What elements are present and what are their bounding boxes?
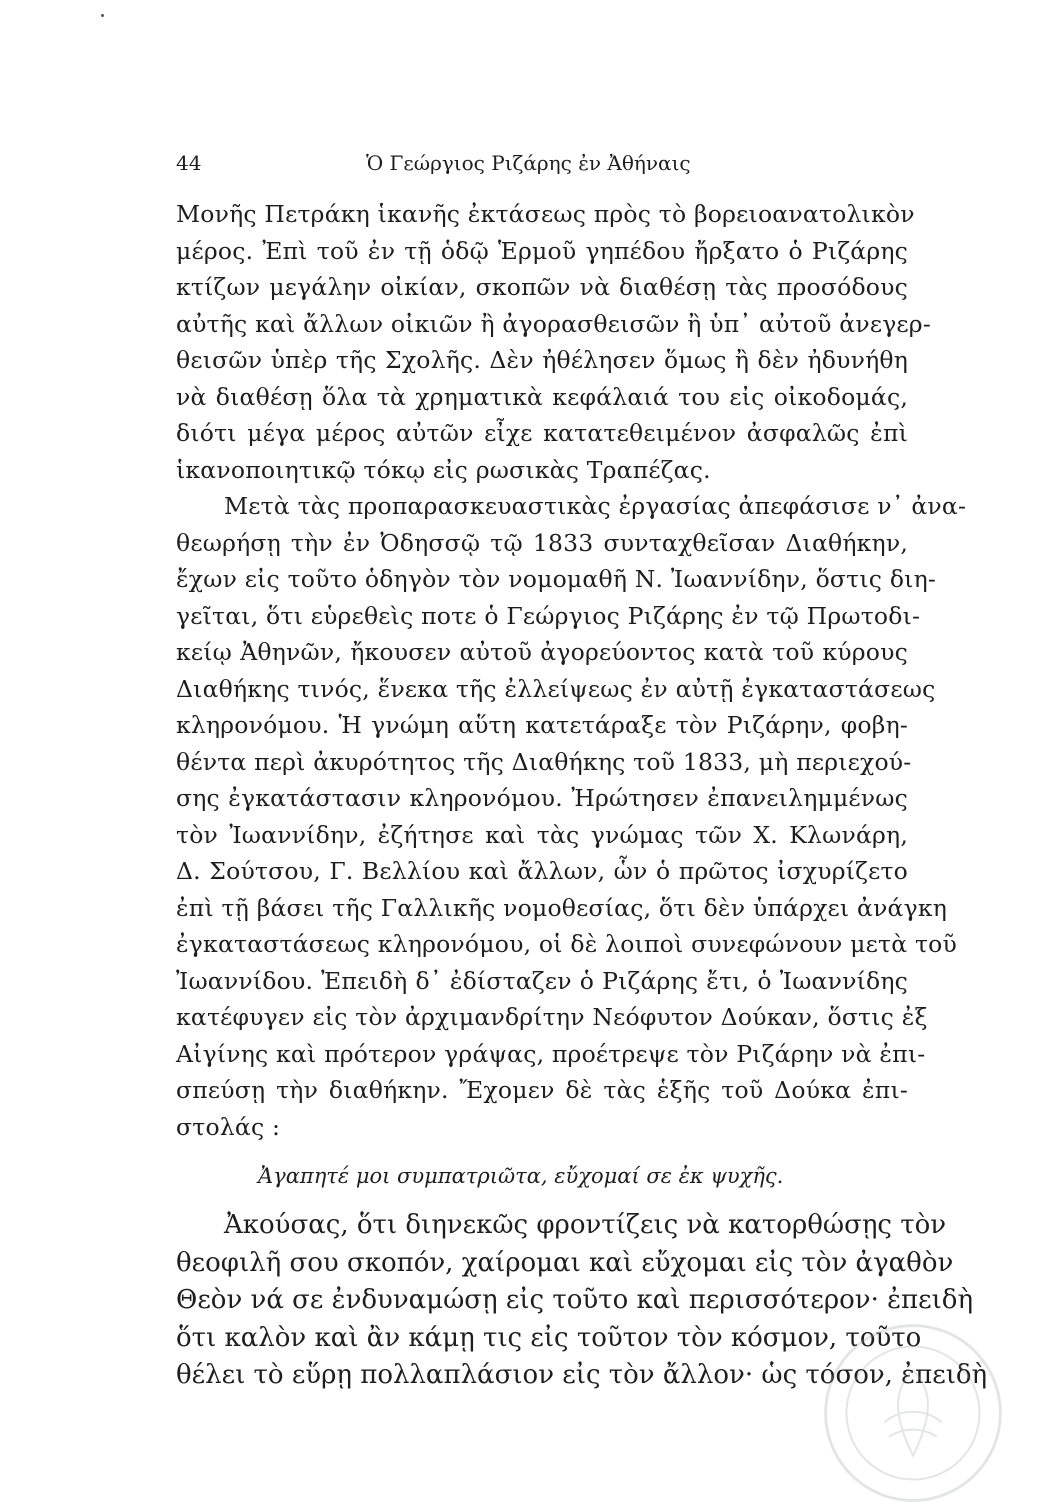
text-line: μέρος. Ἐπὶ τοῦ ἐν τῇ ὁδῷ Ἑρμοῦ γηπέδου ἤρξατο ὁ Ριζάρης: [176, 236, 908, 265]
text-line: ἐγκαταστάσεως κληρονόμου, οἱ δὲ λοιποὶ συνεφώνουν μετὰ τοῦ: [176, 930, 958, 958]
text-line: θεισῶν ὑπὲρ τῆς Σχολῆς. Δὲν ἠθέλησεν ὅμως ἢ δὲν ἠδυνήθη: [176, 346, 908, 374]
text-line: κείῳ Ἀθηνῶν, ἤκουσεν αὐτοῦ ἀγορεύοντος κατὰ τοῦ κύρους: [176, 638, 908, 666]
letter-line: Ἀκούσας, ὅτι διηνεκῶς φροντίζεις νὰ κατορθώσῃς τὸν: [224, 1210, 947, 1240]
paragraph-1: [176, 196, 931, 488]
text-line: Διαθήκης τινός, ἕνεκα τῆς ἐλλείψεως ἐν αὐτῇ ἐγκαταστάσεως: [176, 674, 936, 703]
text-line: Ἰωαννίδου. Ἐπειδὴ δ᾿ ἐδίσταζεν ὁ Ριζάρης ἔτι, ὁ Ἰωαννίδης: [176, 966, 908, 995]
text-line: θεωρήσῃ τὴν ἐν Ὀδησσῷ τῷ 1833 συνταχθεῖσαν Διαθήκην,: [176, 528, 908, 557]
letter-line: Θεὸν νά σε ἐνδυναμώσῃ εἰς τοῦτο καὶ περισσότερον· ἐπειδὴ: [176, 1285, 974, 1315]
text-line: κατέφυγεν εἰς τὸν ἀρχιμανδρίτην Νεόφυτον Δούκαν, ὅστις ἐξ: [176, 1003, 928, 1031]
text-line: ἱκανοποιητικῷ τόκῳ εἰς ρωσικὰς Τραπέζας.: [176, 455, 711, 484]
text-line: κληρονόμου. Ἡ γνώμη αὕτη κατετάραξε τὸν Ριζάρην, φοβη-: [176, 711, 908, 739]
text-line: αὐτῆς καὶ ἄλλων οἰκιῶν ἢ ἀγορασθεισῶν ἢ ὑπ᾿ αὐτοῦ ἀνεγερ-: [176, 309, 931, 338]
text-line: θέντα περὶ ἀκυρότητος τῆς Διαθήκης τοῦ 1833, μὴ περιεχού-: [176, 747, 912, 776]
page-number: 44: [176, 151, 202, 175]
letter-body: [176, 1207, 988, 1395]
body-text: [176, 196, 988, 1395]
text-line: σης ἐγκατάστασιν κληρονόμου. Ἠρώτησεν ἐπανειλημμένως: [176, 784, 908, 812]
text-line: νὰ διαθέσῃ ὅλα τὰ χρηματικὰ κεφάλαιά του εἰς οἰκοδομάς,: [176, 382, 908, 411]
text-line: Μετὰ τὰς προπαρασκευαστικὰς ἐργασίας ἀπεφάσισε ν᾿ ἀνα-: [224, 492, 967, 520]
paragraph-2: [176, 488, 967, 1145]
text-line: Δ. Σούτσου, Γ. Βελλίου καὶ ἄλλων, ὧν ὁ πρῶτος ἰσχυρίζετο: [176, 857, 908, 885]
text-line: ἔχων εἰς τοῦτο ὁδηγὸν τὸν νομομαθῆ Ν. Ἰωαννίδην, ὅστις διη-: [176, 565, 937, 593]
text-line: τὸν Ἰωαννίδην, ἐζήτησε καὶ τὰς γνώμας τῶν Χ. Κλωνάρη,: [176, 820, 908, 849]
scan-speck: [101, 14, 104, 17]
running-title: Ὁ Γεώργιος Ριζάρης ἐν Ἀθήναις: [366, 151, 691, 175]
page-header: [176, 148, 908, 178]
letter-line: ὅτι καλὸν καὶ ἂν κάμῃ τις εἰς τοῦτον τὸν κόσμον, τοῦτο: [176, 1322, 922, 1353]
text-line: στολάς :: [176, 1112, 281, 1141]
text-line: γεῖται, ὅτι εὑρεθεὶς ποτε ὁ Γεώργιος Ριζάρης ἐν τῷ Πρωτοδι-: [176, 601, 921, 630]
university-seal-stamp: [818, 1318, 1008, 1508]
text-line: Αἰγίνης καὶ πρότερον γράψας, προέτρεψε τὸν Ριζάρην νὰ ἐπι-: [176, 1039, 926, 1068]
letter-line: θέλει τὸ εὕρῃ πολλαπλάσιον εἰς τὸν ἄλλον· ὡς τόσον, ἐπειδὴ: [176, 1360, 988, 1390]
text-line: διότι μέγα μέρος αὐτῶν εἶχε κατατεθειμένον ἀσφαλῶς ἐπὶ: [176, 419, 908, 447]
letter-salutation: Ἀγαπητέ μοι συμπατριῶτα, εὔχομαί σε ἐκ ψυχῆς.: [258, 1164, 784, 1188]
letter-line: θεοφιλῆ σου σκοπόν, χαίρομαι καὶ εὔχομαι εἰς τὸν ἀγαθὸν: [176, 1247, 954, 1278]
text-line: ἐπὶ τῇ βάσει τῆς Γαλλικῆς νομοθεσίας, ὅτι δὲν ὑπάρχει ἀνάγκη: [176, 893, 948, 922]
text-line: Μονῆς Πετράκη ἱκανῆς ἐκτάσεως πρὸς τὸ βορειοανατολικὸν: [176, 200, 915, 228]
text-line: κτίζων μεγάλην οἰκίαν, σκοπῶν νὰ διαθέσῃ τὰς προσόδους: [176, 273, 908, 301]
text-line: σπεύσῃ τὴν διαθήκην. Ἔχομεν δὲ τὰς ἑξῆς τοῦ Δούκα ἐπι-: [176, 1076, 908, 1104]
